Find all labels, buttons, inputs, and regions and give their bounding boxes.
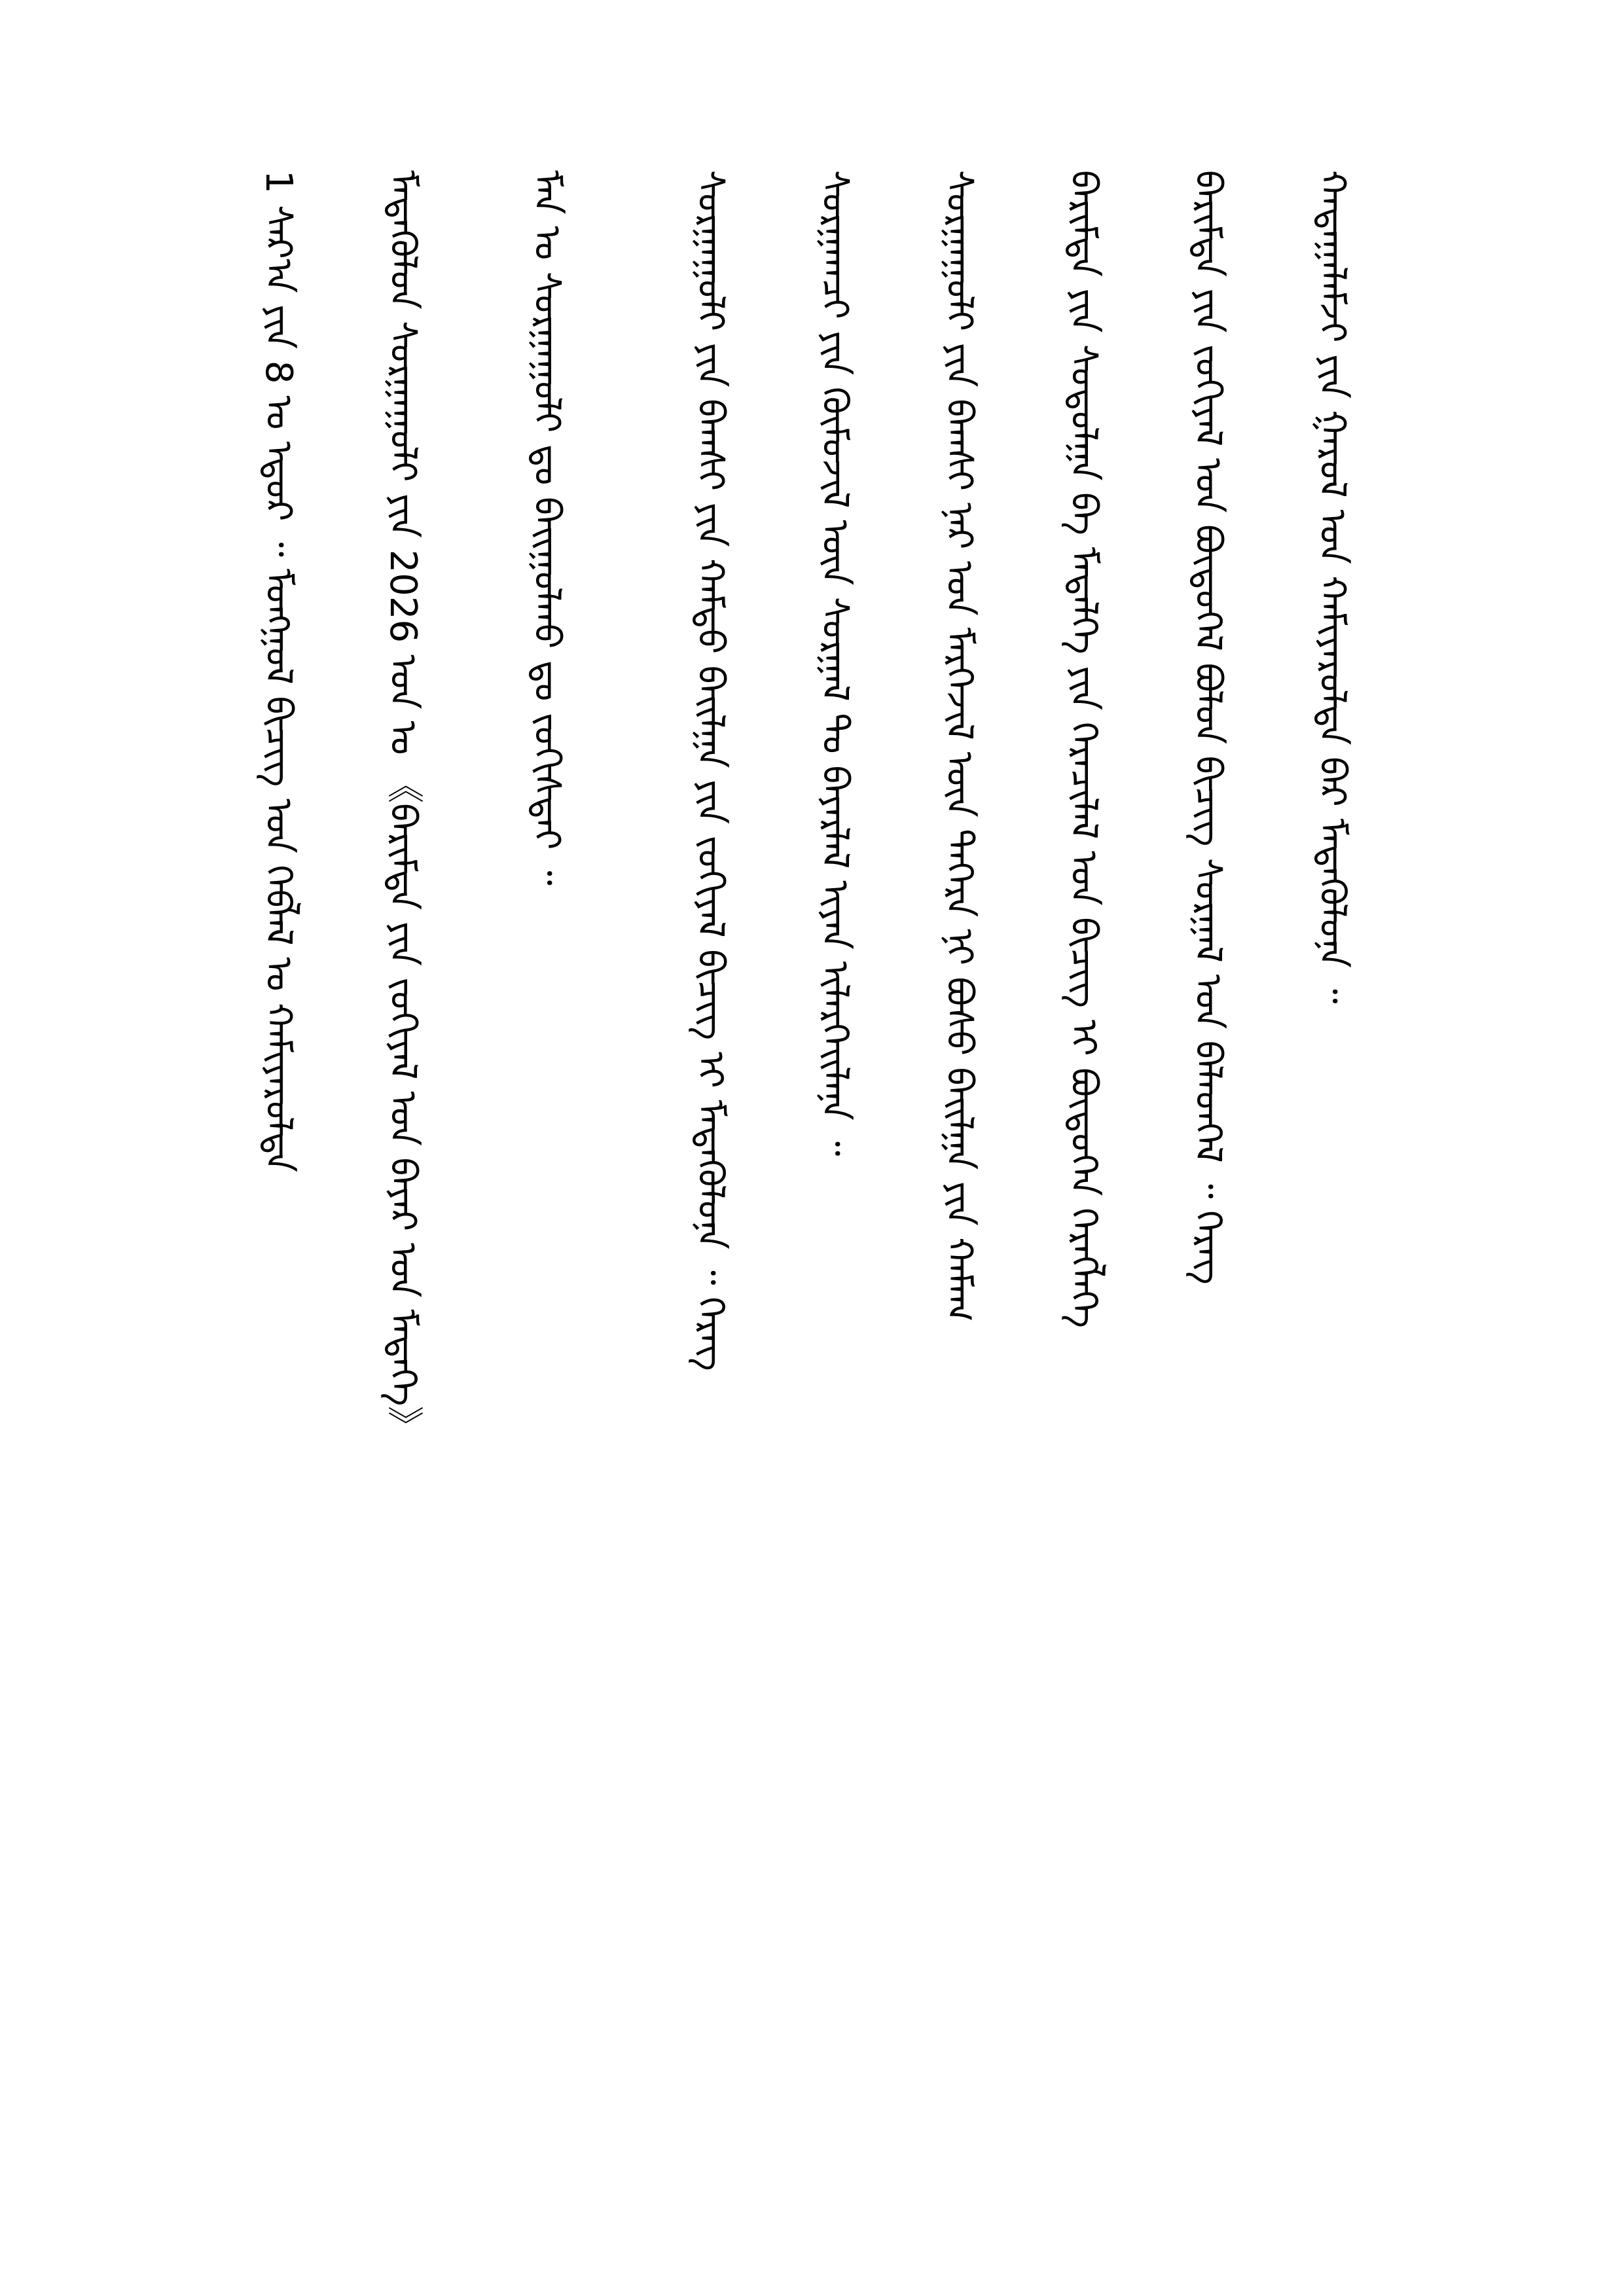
text-line-4: ᠰᠤᠷᠭᠠᠭᠤᠯᠢ ᠶᠢᠨ ᠪᠠᠭᠰᠢ ᠨᠠᠷ ᠤᠨ ᠮᠡᠷᠭᠡᠵᠢᠯ ᠦᠨ ᠳᠡᠭᠡᠷᠡ ᠨᠢ ᠪᠤᠰᠤ ᠪᠠᠢᠯᠭᠠ ᠶᠢᠨ ᠬᠠᠮᠠᠭ [938, 170, 981, 1322]
text-line-2: ᠪᠠᠷᠢᠮᠲᠠ ᠶᠢᠨ ᠵᠣᠬᠢᠶᠠᠯ ᠤᠨ ᠪᠦᠲᠦᠭᠡᠯ ᠪᠤᠯᠤᠨ ᠪᠢᠴᠢᠭ ᠰᠤᠷᠭᠠᠯ ᠤᠨ ᠪᠡᠯᠡᠳᠬᠡᠯ ᠃ ᠬᠡᠷᠡᠭ [1187, 170, 1229, 1285]
text-line-1: ᠬᠠᠳᠠᠭᠠᠯᠠᠮᠵᠢ ᠶᠢᠨ ᠭᠠᠷᠤᠯ ᠤᠨ ᠬᠠᠮᠢᠶᠠᠷᠤᠯᠲᠠ ᠪᠠᠷ ᠮᠡᠳᠡᠭᠦᠯᠦᠨᠡ ᠃ [1311, 170, 1354, 1004]
text-line-5: ᠰᠤᠷᠭᠠᠭᠴᠢ ᠶᠢᠨ ᠬᠦᠮᠦᠵᠢᠯ ᠦᠨ ᠰᠤᠷᠭᠠᠯ ᠲᠤ ᠪᠠᠶᠠᠷᠯᠠᠯ ᠢᠶᠠᠨ ᠢᠯᠡᠷᠬᠡᠢᠯᠡᠨᠡ ᠃ [814, 170, 856, 1157]
text-line-7: ᠮᠠᠨ ᠤ ᠰᠤᠷᠭᠠᠭᠤᠯᠢ ᠳᠤ ᠪᠠᠢᠭᠤᠯᠬᠤ ᠳᠤ ᠵᠣᠬᠢᠰᠲᠠᠢ ᠃ [526, 170, 568, 886]
text-line-6: ᠰᠤᠷᠭᠠᠭᠤᠯᠢ ᠶᠢᠨ ᠪᠠᠭᠰᠢ ᠶᠢᠨ ᠬᠠᠮᠲᠤ ᠪᠠᠢᠯᠭᠠ ᠶᠢᠨ ᠵᠣᠬᠢᠶᠠᠯ ᠪᠢᠴᠢᠭ ᠢ ᠮᠡᠳᠡᠭᠦᠯᠦᠨᠡ ᠃ ᠬᠡᠷᠡᠭ [689, 170, 732, 1371]
text-line-9: 1 ᠰᠠᠷ᠎ᠠ ᠶᠢᠨ 8 ᠤ ᠡᠳᠦᠷ ᠃ ᠮᠣᠩᠭᠣᠯ ᠪᠢᠴᠢᠭ ᠤᠨ ᠬᠡᠪᠯᠡᠯ ᠤ ᠬᠠᠮᠢᠶᠠᠷᠤᠯᠲᠠ [257, 170, 300, 1173]
text-line-8: ᠮᠡᠳᠡᠭᠦᠯᠦᠨ ᠰᠤᠷᠭᠠᠭᠤᠯᠢ ᠶᠢᠨ 2026 ᠣᠨ ᠤ 《ᠪᠠᠷᠢᠮᠲᠠ ᠶᠢᠨ ᠵᠣᠬᠢᠶᠠᠯ ᠤᠨ ᠪᠠᠶᠠᠷ ᠤᠨ ᠮᠡᠳᠡᠭᠡ》 [382, 170, 424, 1443]
mongolian-text-block [236, 170, 1362, 1839]
text-line-3: ᠪᠠᠷᠢᠮᠲᠠ ᠶᠢᠨ ᠰᠤᠳᠤᠯᠭᠠ ᠪᠠ ᠮᠡᠳᠡᠯᠭᠡ ᠶᠢᠨ ᠭᠡᠷᠡᠴᠢᠯᠡᠯ ᠤᠨ ᠪᠢᠴᠢᠭ ᠢ ᠪᠦᠲᠦᠭᠡᠨ ᠬᠡᠷᠡᠭᠯᠡᠭᠡ [1062, 170, 1105, 1329]
